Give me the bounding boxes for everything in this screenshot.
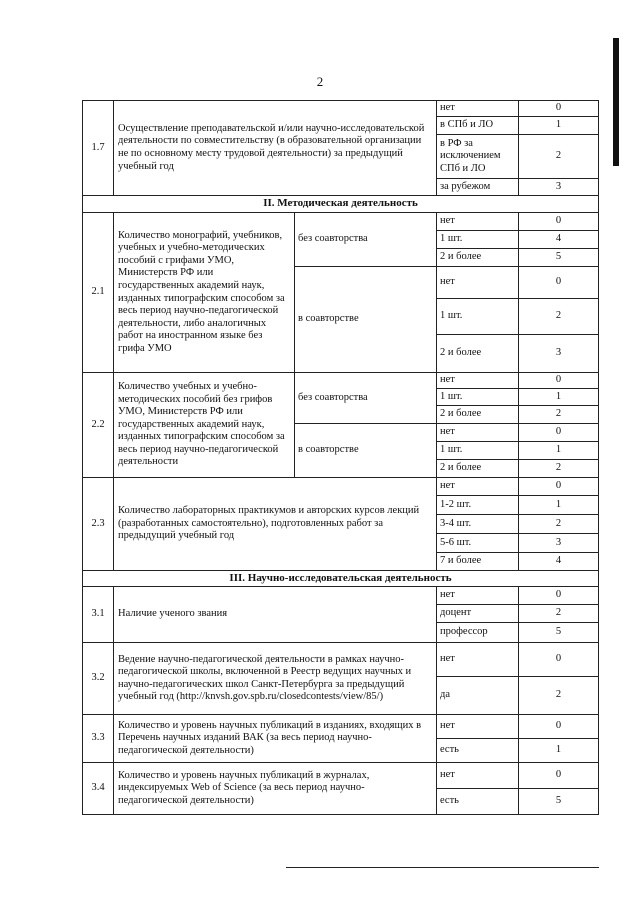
table-row (83, 763, 599, 789)
option-points: 2 (519, 460, 599, 478)
option-points: 2 (519, 299, 599, 335)
section-row (83, 196, 599, 213)
option-points: 1 (519, 496, 599, 515)
option-label: 2 и более (437, 460, 519, 478)
row-number: 3.2 (83, 643, 114, 715)
criterion-text: Количество лабораторных практикумов и авторских курсов лекций (разработанных самостоятельно), подготовленных работ за предыдущий учебный год (114, 478, 437, 571)
criterion-text: Наличие ученого звания (114, 587, 437, 643)
option-label: доцент (437, 605, 519, 623)
sub-criterion: без соавторства (295, 213, 437, 267)
option-points: 0 (519, 643, 599, 677)
option-label: нет (437, 715, 519, 739)
option-label: 1 шт. (437, 231, 519, 249)
section-row (83, 571, 599, 587)
option-label: 2 и более (437, 406, 519, 424)
option-points: 2 (519, 605, 599, 623)
option-points: 5 (519, 623, 599, 643)
section-heading: III. Научно-исследовательская деятельность (83, 571, 599, 587)
option-label: есть (437, 739, 519, 763)
option-points: 2 (519, 135, 599, 179)
option-label: нет (437, 424, 519, 442)
table-row (83, 587, 599, 605)
section-heading: II. Методическая деятельность (83, 196, 599, 213)
option-points: 1 (519, 442, 599, 460)
table-row (83, 373, 599, 389)
option-points: 0 (519, 478, 599, 496)
option-points: 3 (519, 179, 599, 196)
option-points: 2 (519, 406, 599, 424)
option-label: нет (437, 373, 519, 389)
option-label: есть (437, 789, 519, 815)
option-label: за рубежом (437, 179, 519, 196)
table-row (83, 715, 599, 739)
row-number: 3.3 (83, 715, 114, 763)
option-points: 0 (519, 715, 599, 739)
table-row (83, 478, 599, 496)
option-points: 0 (519, 424, 599, 442)
page-edge-mark (613, 38, 619, 166)
option-points: 1 (519, 389, 599, 406)
option-label: да (437, 677, 519, 715)
row-number: 3.4 (83, 763, 114, 815)
option-points: 5 (519, 789, 599, 815)
criterion-text: Ведение научно-педагогической деятельности в рамках научно-педагогической школы, включенной в Реестр ведущих научных и научно-педагогических школ Санкт-Петербурга за предыдущий учебный год (http://knvsh.gov.spb.ru/closedcontests/view/85/) (114, 643, 437, 715)
option-points: 0 (519, 213, 599, 231)
option-points: 4 (519, 553, 599, 571)
option-points: 1 (519, 117, 599, 135)
option-label: 1-2 шт. (437, 496, 519, 515)
option-points: 3 (519, 534, 599, 553)
criterion-text: Количество монографий, учебников, учебных и учебно-методических пособий с грифами УМО, Министерств РФ или государственных академий наук, изданных типографским способом за весь период научно-педагогической деятельности, либо аналогичных работ на иностранном языке без грифа УМО (114, 213, 295, 373)
option-label: нет (437, 101, 519, 117)
option-points: 2 (519, 515, 599, 534)
sub-criterion: в соавторстве (295, 267, 437, 373)
option-points: 2 (519, 677, 599, 715)
row-number: 3.1 (83, 587, 114, 643)
page-number: 2 (316, 74, 324, 89)
criterion-text: Количество и уровень научных публикаций в журналах, индексируемых Web of Science (за весь период научно-педагогической деятельности) (114, 763, 437, 815)
option-label: 1 шт. (437, 299, 519, 335)
option-label: 7 и более (437, 553, 519, 571)
option-label: нет (437, 587, 519, 605)
option-label: 1 шт. (437, 389, 519, 406)
option-points: 0 (519, 373, 599, 389)
row-number: 2.2 (83, 373, 114, 478)
option-label: нет (437, 213, 519, 231)
option-label: нет (437, 763, 519, 789)
option-label: профессор (437, 623, 519, 643)
criterion-text: Осуществление преподавательской и/или научно-исследовательской деятельности по совместительству (в образовательной организации не по основному месту трудовой деятельности) за предыдущий учебный год (114, 101, 437, 196)
option-label: 5-6 шт. (437, 534, 519, 553)
option-label: в СПб и ЛО (437, 117, 519, 135)
table-row (83, 643, 599, 677)
option-label: нет (437, 643, 519, 677)
option-label: 1 шт. (437, 442, 519, 460)
table-row (83, 101, 599, 117)
option-points: 0 (519, 101, 599, 117)
table-row (83, 213, 599, 231)
criterion-text: Количество и уровень научных публикаций в изданиях, входящих в Перечень научных изданий ВАК (за весь период научно-педагогической деятельности) (114, 715, 437, 763)
option-points: 1 (519, 739, 599, 763)
option-label: 3-4 шт. (437, 515, 519, 534)
option-points: 4 (519, 231, 599, 249)
option-points: 3 (519, 335, 599, 373)
row-number: 2.3 (83, 478, 114, 571)
row-number: 2.1 (83, 213, 114, 373)
option-points: 0 (519, 763, 599, 789)
row-number: 1.7 (83, 101, 114, 196)
option-points: 0 (519, 267, 599, 299)
sub-criterion: без соавторства (295, 373, 437, 424)
option-points: 5 (519, 249, 599, 267)
option-label: нет (437, 478, 519, 496)
option-label: в РФ за исключением СПб и ЛО (437, 135, 519, 179)
criterion-text: Количество учебных и учебно-методических пособий без грифов УМО, Министерств РФ или государственных академий наук, изданных типографским способом за весь период научно-педагогической деятельности (114, 373, 295, 478)
option-label: 2 и более (437, 249, 519, 267)
criteria-table (82, 100, 599, 815)
sub-criterion: в соавторстве (295, 424, 437, 478)
option-label: 2 и более (437, 335, 519, 373)
bottom-rule (286, 867, 599, 868)
option-points: 0 (519, 587, 599, 605)
option-label: нет (437, 267, 519, 299)
